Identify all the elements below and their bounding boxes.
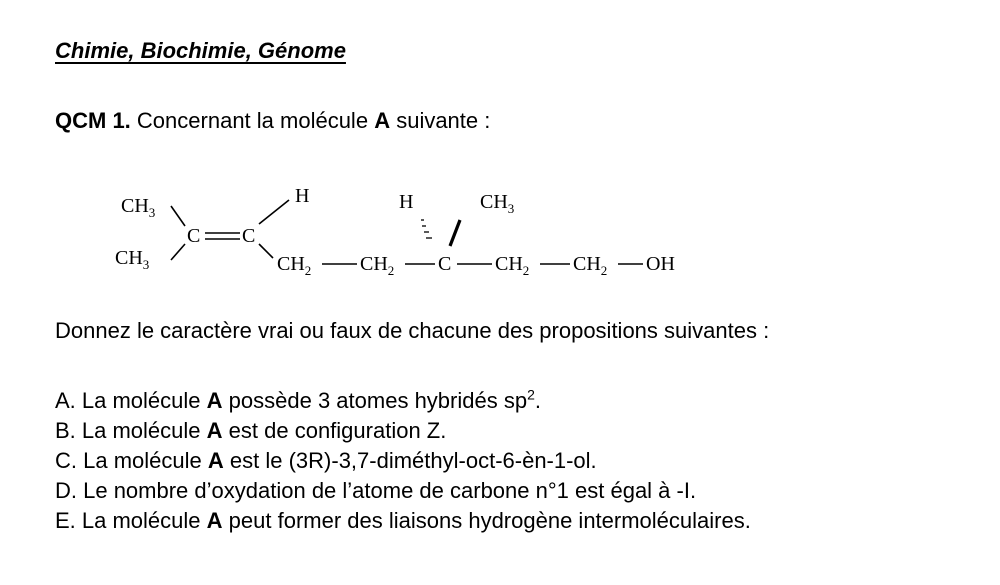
bond-ch3-c1 <box>171 206 185 226</box>
c-alkene-2: C <box>242 225 256 247</box>
ch2-2: $CH_2$ <box>360 253 395 278</box>
ch3-top-left: $CH_3$ <box>121 195 156 220</box>
ch2-1: $CH_2$ <box>277 253 312 278</box>
oh-group: OH <box>646 253 675 275</box>
option-b: B. La molécule A est de configuration Z. <box>55 418 447 443</box>
h-alkene: H <box>295 185 310 207</box>
option-c: C. La molécule A est le (3R)-3,7-diméthyl-oct-6-èn-1-ol. <box>55 448 597 473</box>
ch3-stereo: $CH_3$ <box>480 191 515 216</box>
molecule-structure <box>105 178 705 288</box>
wedge-bond <box>450 220 460 246</box>
option-e: E. La molécule A peut former des liaisons hydrogène intermoléculaires. <box>55 508 751 533</box>
bond-ch3-c1-b <box>171 244 185 260</box>
section-heading: Chimie, Biochimie, Génome <box>55 38 346 63</box>
ch2-3: $CH_2$ <box>495 253 530 278</box>
hashed-bond <box>421 220 432 238</box>
h-stereo: H <box>399 191 414 213</box>
instruction-text: Donnez le caractère vrai ou faux de chacune des propositions suivantes : <box>55 318 770 343</box>
question-text-after: suivante : <box>396 108 491 133</box>
question-text-before: Concernant la molécule <box>136 108 369 133</box>
c-stereo: C <box>438 253 452 275</box>
option-a: A. La molécule A possède 3 atomes hybridés $sp^2$. <box>55 386 541 413</box>
bond-c2-ch2 <box>259 244 273 258</box>
ch2-4: $CH_2$ <box>573 253 608 278</box>
ch3-bottom-left: $CH_3$ <box>115 247 150 272</box>
bond-c2-h <box>259 200 289 224</box>
question-stem <box>55 108 490 134</box>
c-alkene-1: C <box>187 225 201 247</box>
question-label: QCM 1. <box>55 108 131 133</box>
option-d: D. Le nombre d’oxydation de l’atome de carbone n°1 est égal à -I. <box>55 478 697 503</box>
options-list <box>55 386 751 536</box>
question-molecule-letter: A <box>374 108 391 133</box>
